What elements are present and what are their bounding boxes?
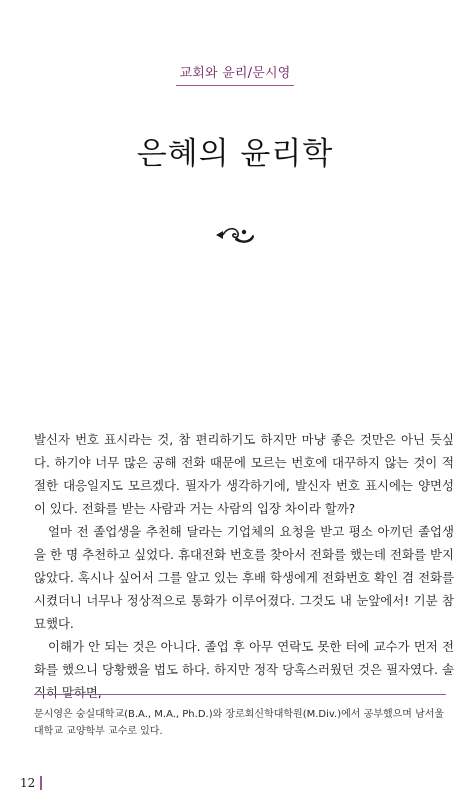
footnote-divider xyxy=(34,694,446,695)
fleuron-icon xyxy=(214,224,256,246)
paragraph-1: 발신자 번호 표시라는 것, 참 편리하기도 하지만 마냥 좋은 것만은 아닌 듯싶다. 하기야 너무 많은 공해 전화 때문에 모르는 번호에 대꾸하지 않는 것이 적절한 대응일지도 모르겠다. 필자가 생각하기에, 발신자 번호 표시에는 양면성이 있다. 전화를 받는 사람과 거는 사람의 입장 차이라 할까? xyxy=(34,432,454,516)
paragraph-2: 얼마 전 졸업생을 추천해 달라는 기업체의 요청을 받고 평소 아끼던 졸업생을 한 명 추천하고 싶었다. 휴대전화 번호를 찾아서 전화를 했는데 전화를 받지 않았다. 혹시나 싶어서 그를 알고 있는 후배 학생에게 전화번호 확인 겸 전화를 시켰더니 너무나 정상적으로 통화가 이루어졌다. 그것도 내 눈앞에서! 기분 참 묘했다. xyxy=(34,524,454,631)
article-body xyxy=(34,428,454,704)
series-label-text: 교회와 윤리/문시영 xyxy=(176,62,295,86)
paragraph-3: 이해가 안 되는 것은 아니다. 졸업 후 아무 연락도 못한 터에 교수가 먼저 전화를 했으니 당황했을 법도 하다. 하지만 정작 당혹스러웠던 것은 필자였다. 솔직히 말하면, xyxy=(34,639,454,700)
article-title: 은혜의 윤리학 xyxy=(136,136,334,172)
page-number: 12 xyxy=(20,776,36,790)
page-number-bar xyxy=(40,776,42,790)
series-label xyxy=(0,62,470,86)
author-footnote: 문시영은 숭실대학교(B.A., M.A., Ph.D.)와 장로회신학대학원(M.Div.)에서 공부했으며 남서울대학교 교양학부 교수로 있다. xyxy=(34,709,445,737)
